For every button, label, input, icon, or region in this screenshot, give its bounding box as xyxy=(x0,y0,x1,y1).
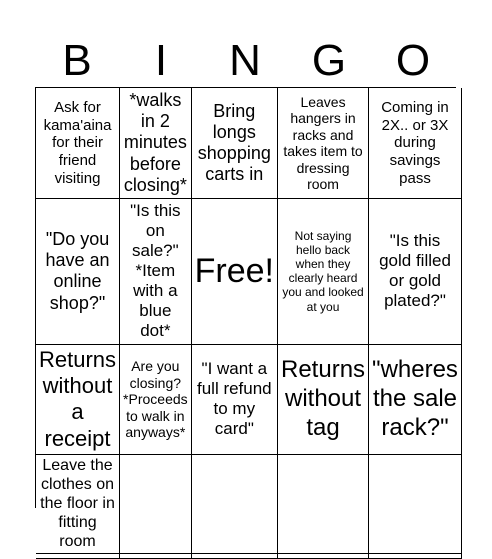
bingo-cell-r2c3[interactable]: "Is this on sale?" *Item with a blue dot* xyxy=(120,199,192,344)
bingo-cell-empty xyxy=(278,455,369,554)
bingo-cell-r4c1[interactable]: "I want a full refund to my card" xyxy=(192,345,278,456)
bingo-title xyxy=(35,36,455,86)
bingo-cell-empty xyxy=(278,554,369,559)
title-letter-o: O xyxy=(395,36,431,85)
title-letter-g: G xyxy=(311,36,347,85)
bingo-cell-empty xyxy=(192,455,278,554)
bingo-cell-r1c3[interactable]: Bring longs shopping carts in xyxy=(192,88,278,199)
bingo-cell-r2c1[interactable]: Coming in 2X.. or 3X during savings pass xyxy=(369,88,462,199)
bingo-cell-r4c3[interactable]: "wheres the sale rack?" xyxy=(369,345,462,456)
bingo-cell-empty xyxy=(36,554,120,559)
bingo-cell-r3c3[interactable]: Returns without a receipt xyxy=(36,345,120,456)
title-letter-n: N xyxy=(229,36,261,85)
bingo-cell-empty xyxy=(369,554,462,559)
title-letter-i: I xyxy=(154,36,168,85)
bingo-cell-r3c4[interactable]: Are you closing? *Proceeds to walk in anyways* xyxy=(120,345,192,456)
bingo-cell-empty xyxy=(192,554,278,559)
bingo-cell-r1c2[interactable]: *walks in 2 minutes before closing* xyxy=(120,88,192,199)
bingo-cell-r3c2[interactable]: "Is this gold filled or gold plated?" xyxy=(369,199,462,344)
title-letter-b: B xyxy=(62,36,92,85)
bingo-cell-r4c2[interactable]: Returns without tag xyxy=(278,345,369,456)
bingo-cell-empty xyxy=(120,455,192,554)
bingo-cell-empty xyxy=(120,554,192,559)
bingo-cell-r1c4[interactable]: Leaves hangers in racks and takes item to dressing room xyxy=(278,88,369,199)
bingo-cell-free[interactable]: Free! xyxy=(192,199,278,344)
bingo-cell-r1c1[interactable]: Ask for kama'aina for their friend visiting xyxy=(36,88,120,199)
bingo-cell-empty xyxy=(369,455,462,554)
bingo-cell-r2c2[interactable]: "Do you have an online shop?" xyxy=(36,199,120,344)
bingo-cell-r4c4[interactable]: Leave the clothes on the floor in fitting room xyxy=(36,455,120,554)
bingo-board xyxy=(35,87,458,550)
bingo-cell-r3c1[interactable]: Not saying hello back when they clearly heard you and looked at you xyxy=(278,199,369,344)
